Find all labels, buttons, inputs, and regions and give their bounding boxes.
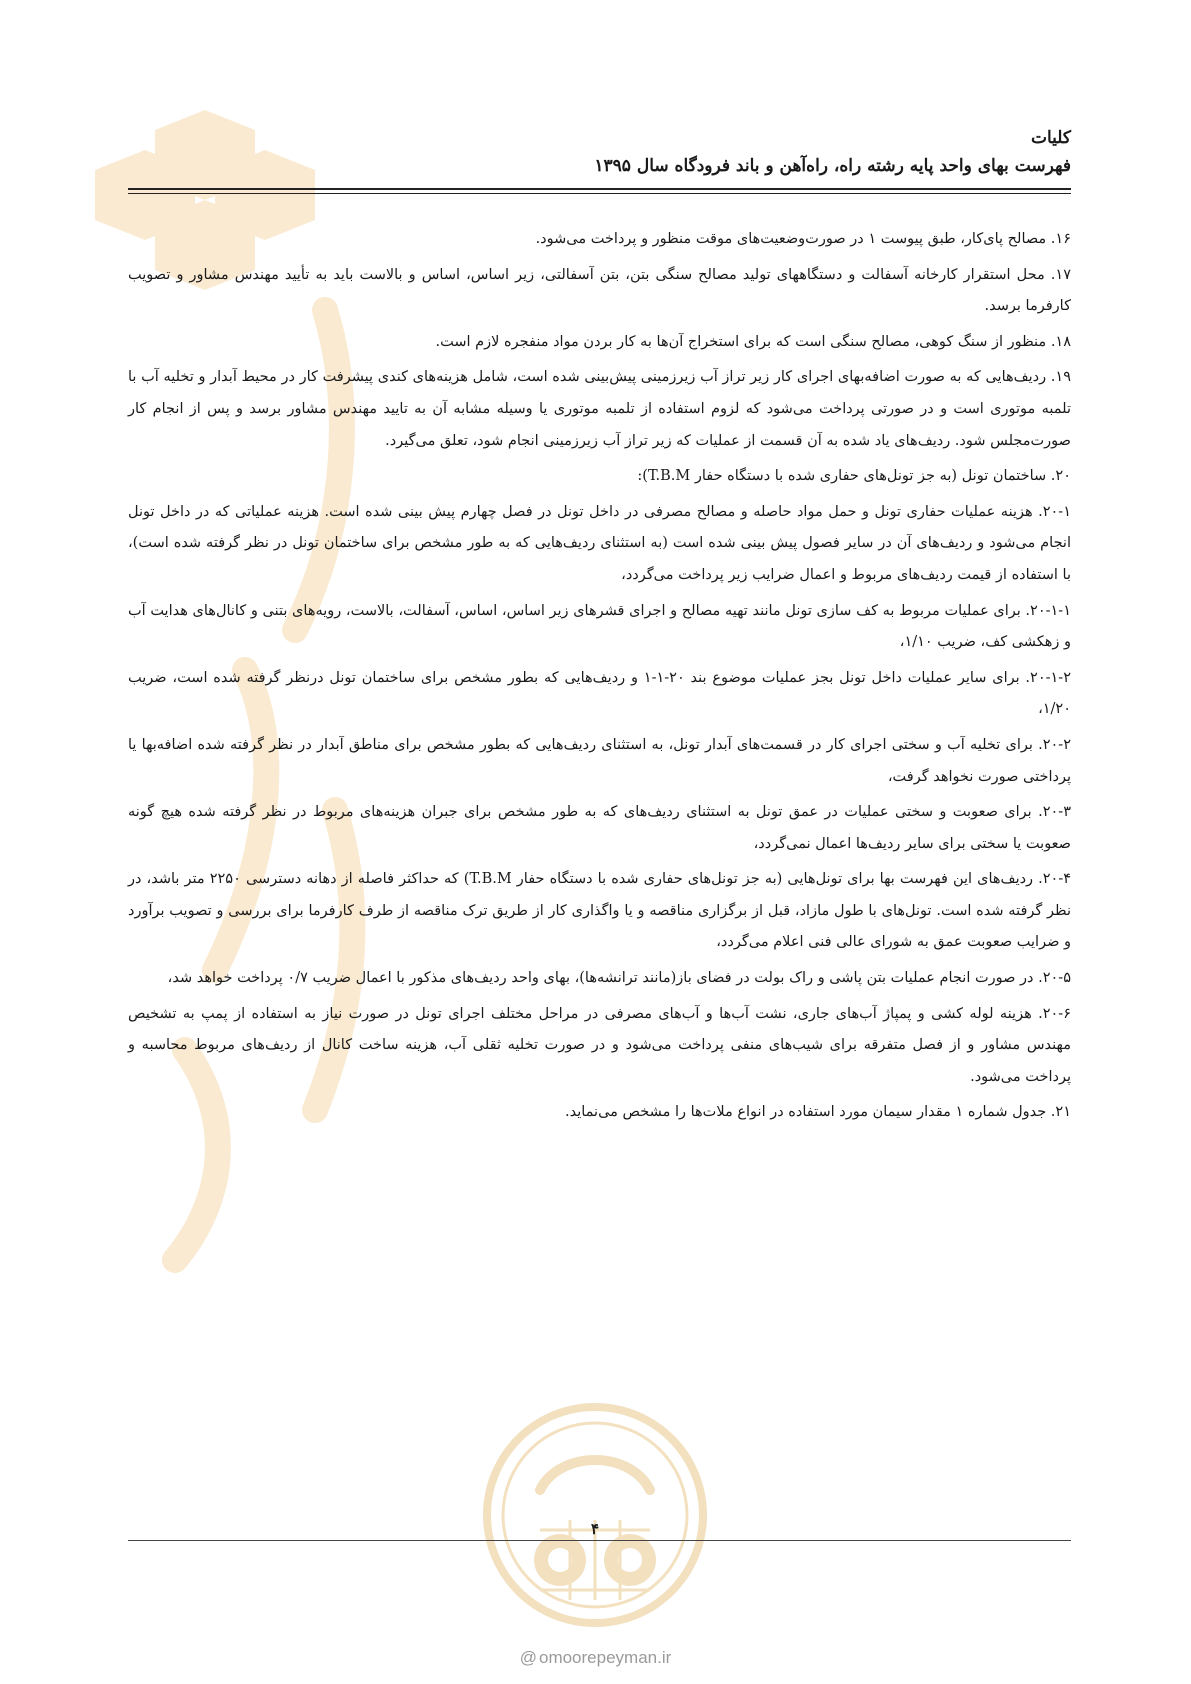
paragraph-18: ۱۸. منظور از سنگ کوهی، مصالح سنگی است که برای استخراج آن‌ها به کار بردن مواد منفجره لازم است. — [435, 333, 1071, 350]
at-icon: @ — [519, 1648, 537, 1667]
paragraph-16: ۱۶. مصالح پای‌کار، طبق پیوست ۱ در صورت‌وضعیت‌های موقت منظور و پرداخت می‌شود. — [535, 231, 1071, 247]
paragraph-20-5: ۲۰-۵. در صورت انجام عملیات بتن پاشی و راک بولت در فضای باز(مانند ترانشه‌ها)، بهای واحد ردیف‌های مذکور با اعمال ضریب ۰/۷ پرداخت خواهد شد، — [167, 970, 1071, 987]
paragraph-20-2: ۲۰-۲. برای تخلیه آب و سختی اجرای کار در قسمت‌های آبدار تونل، به استثنای ردیف‌هایی که بطور مشخص برای مناطق آبدار در نظر گرفته شده اضافه‌بها یا پرداختی صورت نخواهد گرفت، — [128, 736, 1071, 785]
body-text — [128, 224, 1071, 1133]
paragraph-17: ۱۷. محل استقرار کارخانه آسفالت و دستگاههای تولید مصالح سنگی بتن، بتن آسفالتی، زیر اساس، اساس و بالاست باید به تأیید مهندس مشاور و تصویب کارفرما برسد. — [128, 266, 1071, 315]
page-header — [128, 124, 1071, 180]
header-rule-thick — [128, 188, 1071, 190]
footer-rule — [128, 1540, 1071, 1541]
header-rule-thin — [128, 193, 1071, 194]
paragraph-19: ۱۹. ردیف‌هایی که به صورت اضافه‌بهای اجرای کار زیر تراز آب زیرزمینی پیش‌بینی شده است، شامل هزینه‌های کندی پیشرفت کار در محیط آبدار و تخلیه آب با تلمبه موتوری است و در صورتی پرداخت می‌شود که لزوم استفاده از تلمبه موتوری یا وسیله مشابه آن به تایید مهندس مشاور برسد و پس از انجام کار صورت‌مجلس شود. ردیف‌های یاد شده به آن قسمت از عملیات که زیر تراز آب زیرزمینی انجام شود، تعلق می‌گیرد. — [128, 369, 1071, 449]
paragraph-20-3: ۲۰-۳. برای صعوبت و سختی عملیات در عمق تونل به استثنای ردیف‌های که به طور مشخص برای جبران هزینه‌های مربوط در نظر گرفته شده هیچ گونه صعوبت یا سختی برای سایر ردیف‌ها اعمال نمی‌گردد، — [128, 804, 1071, 852]
paragraph-20-4: ۲۰-۴. ردیف‌های این فهرست بها برای تونل‌هایی (به جز تونل‌های حفاری شده با دستگاه حفار T.B.M) که حداکثر فاصله از دهانه دسترسی ۲۲۵۰ متر باشد، در نظر گرفته شده است. تونل‌های با طول مازاد، قبل از برگزاری مناقصه و یا واگذاری کار از طریق ترک مناقصه از طرف کارفرما برای بررسی و تصویب برآورد و ضرایب صعوبت عمق به شورای عالی فنی اعلام می‌گردد، — [128, 871, 1072, 951]
page-number: ۴ — [590, 1520, 600, 1538]
website-url: omoorepeyman.ir — [538, 1648, 672, 1667]
paragraph-20-1-2: ۲۰-۱-۲. برای سایر عملیات داخل تونل بجز عملیات موضوع بند ۲۰-۱-۱ و ردیف‌هایی که بطور مشخص برای ساختمان تونل درنظر گرفته شده است، ضریب ۱/۲۰، — [128, 669, 1071, 718]
paragraph-20-6: ۲۰-۶. هزینه لوله کشی و پمپاژ آب‌های جاری، نشت آب‌ها و آب‌های مصرفی در مراحل مختلف اجرای تونل در صورت نیاز به استفاده از پمپ به تشخیص مهندس مشاور و از فصل متفرقه برای شیب‌های منفی پرداخت می‌شود و در صورت تخلیه ثقلی آب، هزینه ساخت کانال از ردیف‌های مربوط محاسبه و پرداخت می‌شود. — [128, 1005, 1071, 1085]
paragraph-21: ۲۱. جدول شماره ۱ مقدار سیمان مورد استفاده در انواع ملات‌ها را مشخص می‌نماید. — [564, 1104, 1071, 1121]
document-title: فهرست بهای واحد پایه رشته راه، راه‌آهن و باند فرودگاه سال ۱۳۹۵ — [594, 156, 1071, 176]
seal-logo — [480, 1400, 710, 1630]
section-title: کلیات — [1030, 128, 1071, 148]
paragraph-20-1-1: ۲۰-۱-۱. برای عملیات مربوط به کف سازی تونل مانند تهیه مصالح و اجرای قشرهای زیر اساس، اساس، آسفالت، بالاست، رویه‌های بتنی و کانال‌های هدایت آب و زهکشی کف، ضریب ۱/۱۰، — [128, 602, 1071, 651]
website-footer[interactable] — [0, 1648, 1191, 1668]
paragraph-20-1: ۲۰-۱. هزینه عملیات حفاری تونل و حمل مواد حاصله و مصالح مصرفی در داخل تونل در فصل چهارم پیش بینی شده است. هزینه عملیاتی که در داخل تونل انجام می‌شود و ردیف‌های آن در سایر فصول پیش بینی شده است (به استثنای ردیف‌هایی که به طور مشخص برای ساختمان تونل در نظر گرفته شده است)، با استفاده از قیمت ردیف‌های مربوط و اعمال ضرایب زیر پرداخت می‌گردد، — [128, 503, 1071, 583]
paragraph-20: ۲۰. ساختمان تونل (به جز تونل‌های حفاری شده با دستگاه حفار T.B.M): — [637, 468, 1071, 485]
